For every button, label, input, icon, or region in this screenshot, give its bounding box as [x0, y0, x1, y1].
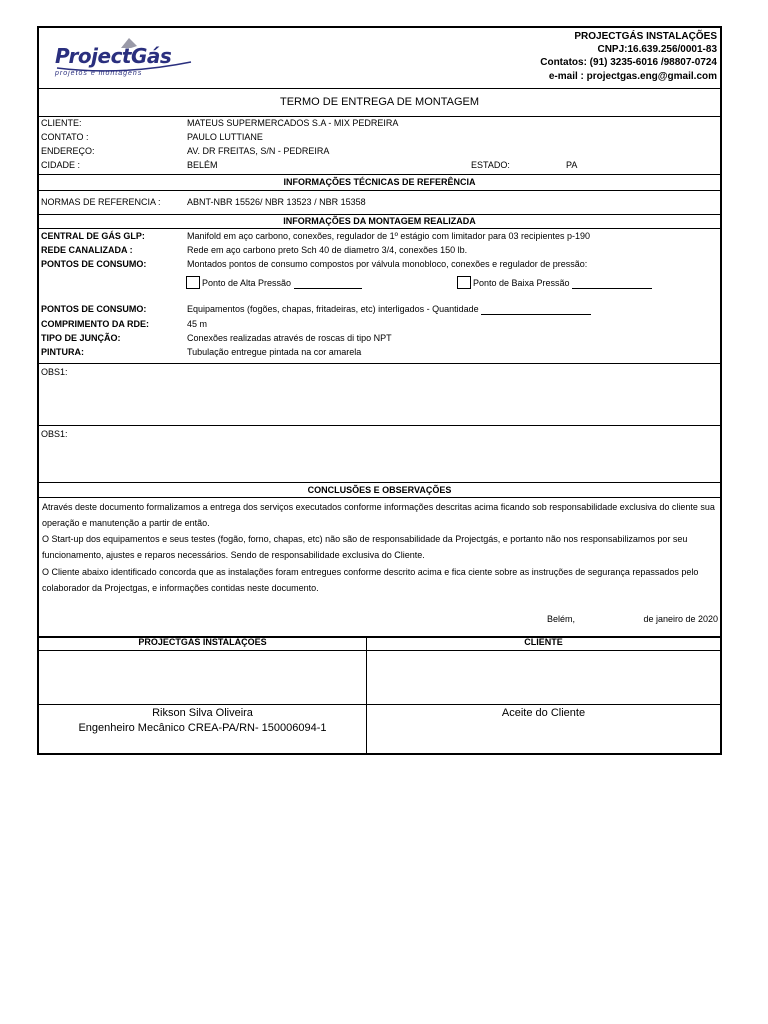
logo-subtitle: projetos e montagens [55, 70, 143, 77]
juncao-label: TIPO DE JUNÇÃO: [41, 333, 121, 343]
central-label: CENTRAL DE GÁS GLP: [41, 231, 145, 241]
endereco-label: ENDEREÇO: [41, 146, 95, 156]
rede-value: Rede em aço carbono preto Sch 40 de diametro 3/4, conexões 150 lb. [187, 245, 468, 255]
signature-right-header: CLIENTE [524, 637, 563, 647]
company-cnpj: CNPJ:16.639.256/0001-83 [597, 44, 717, 55]
pintura-label: PINTURA: [41, 347, 84, 357]
rede-label: REDE CANALIZADA : [41, 245, 133, 255]
cliente-label: CLIENTE: [41, 118, 82, 128]
comprimento-value: 45 m [187, 319, 208, 329]
company-email: e-mail : projectgas.eng@gmail.com [548, 71, 717, 82]
endereco-value: AV. DR FREITAS, S/N - PEDREIRA [187, 146, 330, 156]
company-contacts: Contatos: (91) 3235-6016 /98807-0724 [540, 57, 717, 68]
form-title: TERMO DE ENTREGA DE MONTAGEM [279, 96, 480, 108]
conclusoes-paragraph-3: O Cliente abaixo identificado concorda que as instalações foram entregues conforme descrito acima e fica ciente sobre as instruções de segurança repassados pelo colaborador da Projectgas, e informações contidas neste documento. [42, 567, 699, 593]
signature-left-header: PROJECTGAS INSTALAÇÕES [138, 637, 267, 647]
estado-value: PA [566, 160, 578, 170]
juncao-value: Conexões realizadas através de roscas di tipo NPT [187, 333, 392, 343]
client-acceptance: Aceite do Cliente [501, 707, 586, 719]
conclusoes-paragraph-2: O Start-up dos equipamentos e seus testes (fogão, forno, chapas, etc) não são de responsabilidade da Projectgás, e portanto não nos responsabilizamos por seu funcionamento, ajustes e reparos necessários. Sendo de responsabilidade exclusiva do Cliente. [42, 534, 688, 560]
pontos-value: Montados pontos de consumo compostos por válvula monobloco, conexões e regulador de pressão: [187, 259, 588, 269]
cidade-label: CIDADE : [41, 160, 81, 170]
engineer-role: Engenheiro Mecânico CREA-PA/RN- 150006094-1 [78, 722, 327, 734]
normas-value: ABNT-NBR 15526/ NBR 13523 / NBR 15358 [187, 197, 366, 207]
logo-text: ProjectGás [55, 44, 172, 68]
pintura-value: Tubulação entregue pintada na cor amarela [187, 347, 362, 357]
normas-label: NORMAS DE REFERENCIA : [41, 197, 161, 207]
cidade-value: BELÉM [187, 160, 218, 170]
alta-pressao-checkbox[interactable] [186, 276, 200, 289]
company-name: PROJECTGÁS INSTALAÇÕES [574, 31, 717, 42]
contato-label: CONTATO : [41, 132, 89, 142]
pontos-label: PONTOS DE CONSUMO: [41, 259, 147, 269]
conclusoes-header: CONCLUSÕES E OBSERVAÇÕES [307, 485, 452, 495]
engineer-name: Rikson Silva Oliveira [152, 707, 253, 719]
montagem-header: INFORMAÇÕES DA MONTAGEM REALIZADA [283, 216, 476, 226]
comprimento-label: COMPRIMENTO DA RDE: [41, 319, 149, 329]
date-place: Belém, [547, 614, 576, 624]
cliente-value: MATEUS SUPERMERCADOS S.A - MIX PEDREIRA [187, 118, 399, 128]
baixa-pressao-checkbox[interactable] [457, 276, 471, 289]
baixa-pressao-label: Ponto de Baixa Pressão [473, 278, 652, 289]
company-logo [51, 36, 196, 82]
estado-label: ESTADO: [471, 160, 510, 170]
contato-value: PAULO LUTTIANE [187, 132, 263, 142]
conclusoes-paragraph-1: Através deste documento formalizamos a entrega dos serviços executados conforme informações descritas acima ficando sob responsabilidade exclusiva do cliente sua operação e manutenção a partir de então. [42, 502, 715, 528]
date-text: de janeiro de 2020 [643, 614, 718, 624]
obs-label-2: OBS1: [41, 429, 68, 439]
central-value: Manifold em aço carbono, conexões, regulador de 1º estágio com limitador para 03 recipientes p-190 [187, 231, 591, 241]
tech-ref-header: INFORMAÇÕES TÉCNICAS DE REFERÊNCIA [283, 177, 476, 187]
pontos2-value: Equipamentos (fogões, chapas, fritadeiras, etc) interligados - Quantidade [187, 304, 591, 315]
delivery-form [37, 26, 722, 755]
obs-label-1: OBS1: [41, 367, 68, 377]
alta-pressao-label: Ponto de Alta Pressão [202, 278, 362, 289]
pontos2-label: PONTOS DE CONSUMO: [41, 304, 147, 314]
